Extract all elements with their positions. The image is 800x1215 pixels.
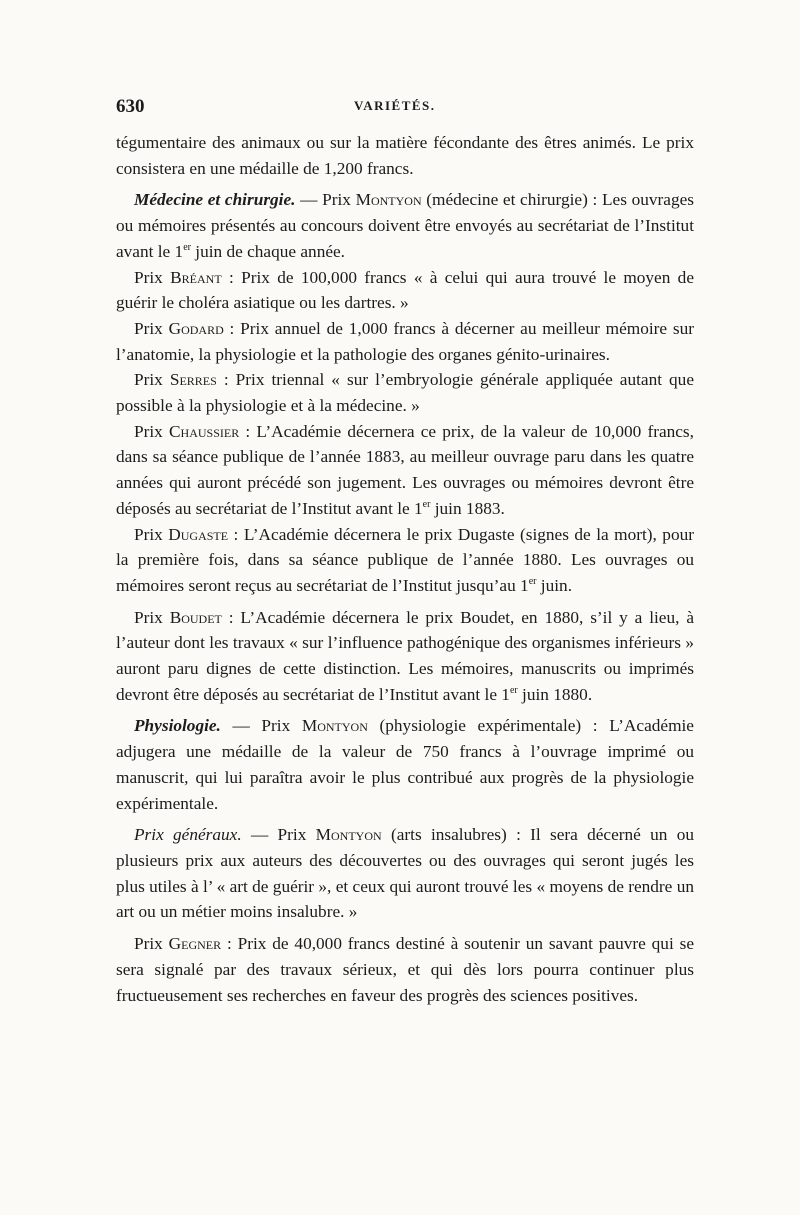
paragraph-boudet: Prix Boudet : L’Académie décernera le prix Boudet, en 1880, s’il y a lieu, à l’auteur dont les travaux « sur l’influence pathogénique des organismes inférieurs » auront paru dignes de cette distinction. Les mémoires, manuscrits ou imprimés devront être déposés au secrétariat de l’Institut avant le 1er juin 1880. bbox=[116, 607, 694, 704]
section-heading: Prix généraux. bbox=[134, 825, 242, 845]
paragraph-chaussier: Prix Chaussier : L’Académie décernera ce prix, de la valeur de 10,000 francs, dans sa séance publique de l’année 1883, au meilleur ouvrage paru dans les quatre années qui auront précédé son jugement. Les ouvrages ou mémoires devront être déposés au secrétariat de l’Institut avant le 1er juin 1883. bbox=[116, 421, 694, 518]
prize-name: Serres bbox=[169, 370, 217, 390]
running-head: VARIÉTÉS. bbox=[354, 98, 436, 113]
paragraph-medecine-montyon: Médecine et chirurgie. — Prix Montyon (médecine et chirurgie) : Les ouvrages ou mémoires présentés au concours doivent être envoyés au secrétariat de l’Institut avant le 1er juin de chaque année. bbox=[116, 190, 694, 261]
page-number: 630 bbox=[116, 96, 145, 117]
paragraph-godard: Prix Godard : Prix annuel de 1,000 francs à décerner au meilleur mémoire sur l’anatomie, la physiologie et la pathologie des organes génito-urinaires. bbox=[116, 318, 694, 364]
paragraph-generaux-montyon: Prix généraux. — Prix Montyon (arts insalubres) : Il sera décerné un ou plusieurs prix aux auteurs des découvertes ou des ouvrages qui seront jugés les plus utiles à l’ « art de guérir », et ceux qui auront trouvé les « moyens de rendre un art ou un métier moins insalubre. » bbox=[116, 825, 694, 922]
section-heading: Médecine et chirurgie. bbox=[134, 190, 296, 210]
paragraph-breant: Prix Bréant : Prix de 100,000 francs « à celui qui aura trouvé le moyen de guérir le choléra asiatique ou les dartres. » bbox=[116, 267, 694, 313]
prize-name: Montyon bbox=[355, 190, 422, 210]
prize-name: Chaussier bbox=[169, 421, 240, 441]
prize-name: Montyon bbox=[315, 825, 382, 845]
prize-name: Dugaste bbox=[168, 524, 229, 544]
prize-name: Gegner bbox=[168, 934, 222, 954]
prize-name: Godard bbox=[168, 318, 224, 338]
paragraph-gegner: Prix Gegner : Prix de 40,000 francs destiné à soutenir un savant pauvre qui se sera signalé par des travaux sérieux, et qui dès lors pourra continuer plus fructueusement ses recherches en faveur des progrès des sciences positives. bbox=[116, 934, 694, 1005]
paragraph-serres: Prix Serres : Prix triennal « sur l’embryologie générale appliquée autant que possible à la physiologie et à la médecine. » bbox=[116, 370, 694, 416]
section-heading: Physiologie. bbox=[134, 716, 221, 736]
paragraph-continuation: tégumentaire des animaux ou sur la matière fécondante des êtres animés. Le prix consistera en une médaille de 1,200 francs. bbox=[116, 133, 694, 178]
page-header bbox=[116, 96, 694, 120]
paragraph-dugaste: Prix Dugaste : L’Académie décernera le prix Dugaste (signes de la mort), pour la première fois, dans sa séance publique de l’année 1880. Les ouvrages ou mémoires seront reçus au secrétariat de l’Institut jusqu’au 1er juin. bbox=[116, 524, 694, 595]
prize-name: Boudet bbox=[169, 607, 222, 627]
body-text bbox=[116, 130, 694, 1008]
paragraph-physiologie-montyon: Physiologie. — Prix Montyon (physiologie expérimentale) : L’Académie adjugera une médaille de la valeur de 750 francs à l’ouvrage imprimé ou manuscrit, qui lui paraîtra avoir le plus contribué aux progrès de la physiologie expérimentale. bbox=[116, 716, 694, 813]
prize-name: Bréant bbox=[170, 267, 222, 287]
book-page bbox=[116, 96, 694, 1008]
prize-name: Montyon bbox=[301, 716, 368, 736]
